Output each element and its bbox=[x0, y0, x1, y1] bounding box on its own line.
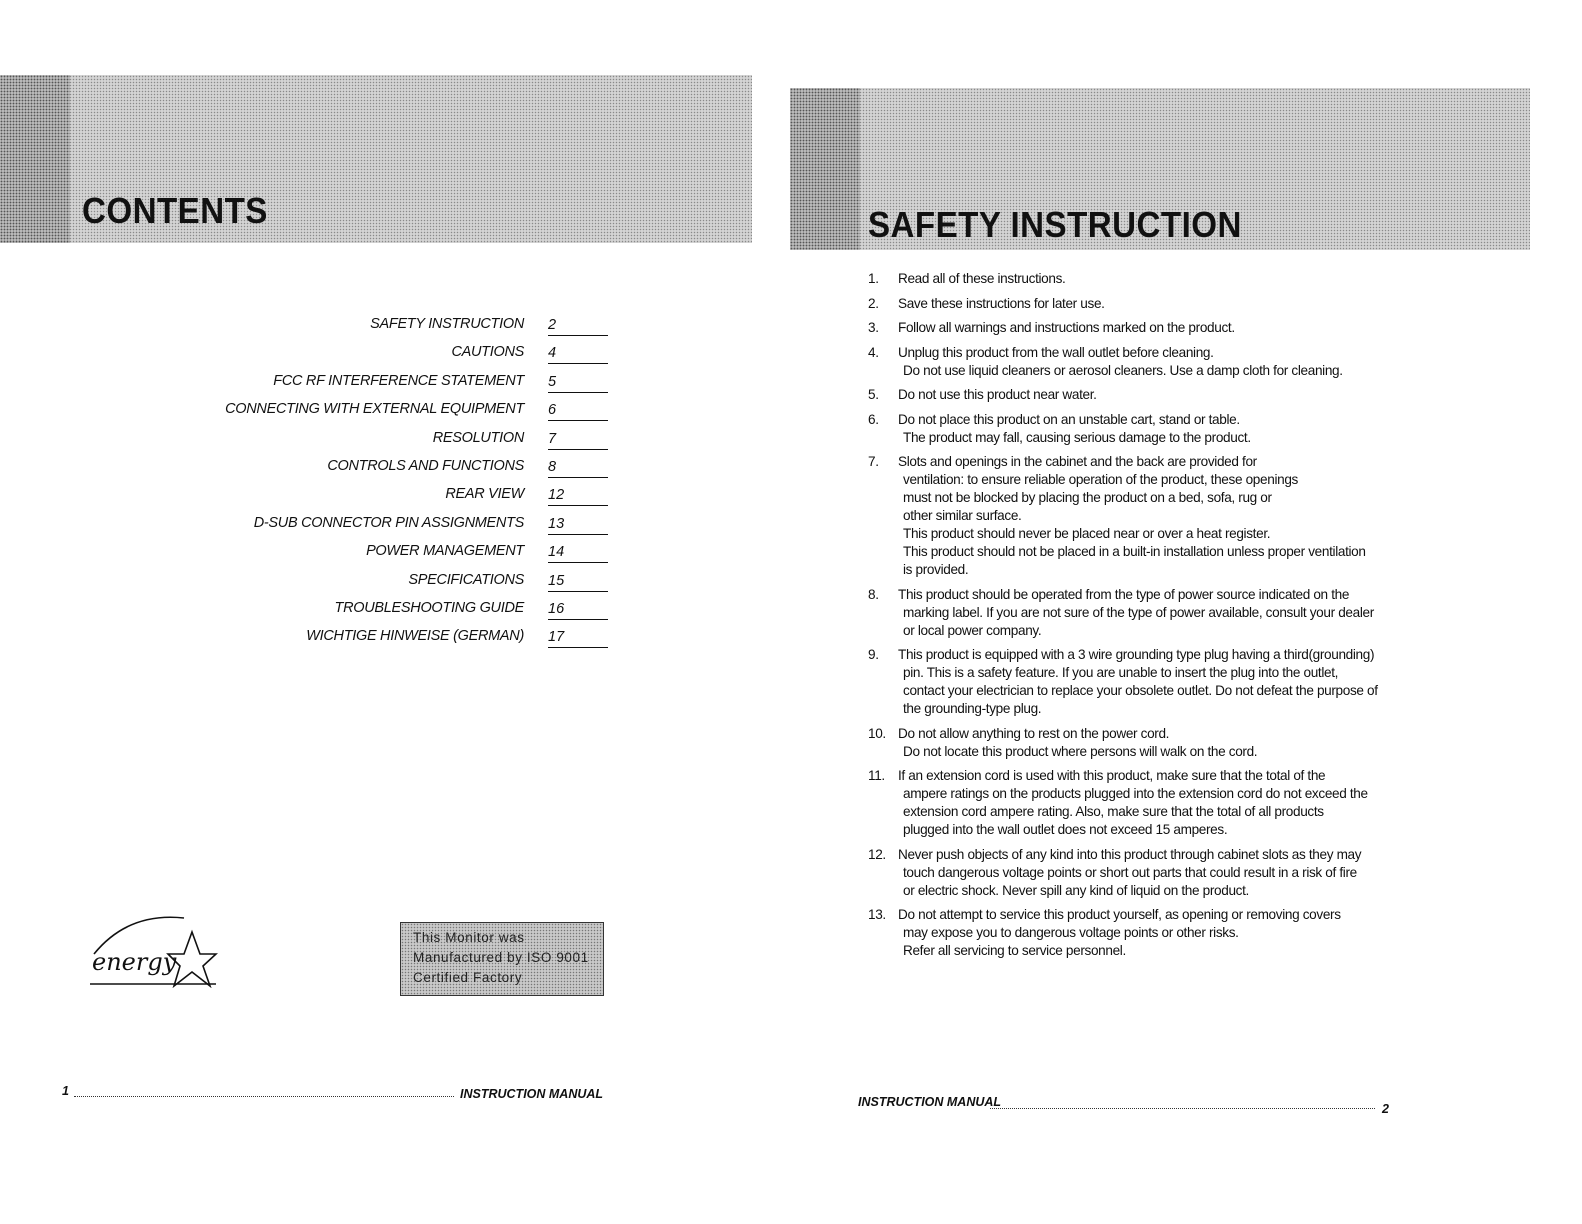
safety-item-number: 11. bbox=[868, 768, 885, 783]
right-footer-title: INSTRUCTION MANUAL bbox=[858, 1095, 1002, 1109]
safety-item-line: Do not allow anything to rest on the power cord. bbox=[898, 725, 1170, 741]
safety-item-line: contact your electrician to replace your obsolete outlet. Do not defeat the purpose of bbox=[903, 683, 1378, 698]
toc-entry-page: 12 bbox=[548, 486, 608, 506]
safety-item-line: Read all of these instructions. bbox=[898, 271, 1066, 286]
safety-item-line: Follow all warnings and instructions marked on the product. bbox=[898, 320, 1235, 335]
right-page-number: 2 bbox=[1382, 1102, 1389, 1116]
toc-entry bbox=[200, 373, 620, 401]
safety-item-line: must not be blocked by placing the product on a bed, sofa, rug or bbox=[903, 490, 1272, 505]
safety-title: SAFETY INSTRUCTION bbox=[868, 204, 1242, 245]
toc-entry-label: CONTROLS AND FUNCTIONS bbox=[327, 457, 524, 474]
toc-entry-page: 17 bbox=[548, 628, 608, 648]
safety-item-number: 5. bbox=[868, 387, 879, 402]
energy-logo-text: energy bbox=[92, 948, 177, 976]
toc-entry-page: 5 bbox=[548, 373, 608, 393]
toc-entry-page: 14 bbox=[548, 543, 608, 563]
table-of-contents bbox=[200, 316, 620, 657]
toc-entry-page: 13 bbox=[548, 515, 608, 535]
safety-item bbox=[868, 344, 1568, 380]
safety-item-line: the grounding-type plug. bbox=[903, 701, 1042, 716]
safety-item-line: Do not use liquid cleaners or aerosol cleaners. Use a damp cloth for cleaning. bbox=[903, 362, 1343, 378]
toc-entry-label: D-SUB CONNECTOR PIN ASSIGNMENTS bbox=[253, 514, 524, 531]
safety-item bbox=[868, 646, 1568, 718]
safety-item-number: 6. bbox=[868, 411, 879, 427]
safety-item-number: 2. bbox=[868, 295, 879, 311]
left-footer-title: INSTRUCTION MANUAL bbox=[460, 1087, 604, 1101]
iso-line: Manufactured by ISO 9001 bbox=[413, 950, 589, 965]
safety-item-line: pin. This is a safety feature. If you are unable to insert the plug into the outlet, bbox=[903, 665, 1339, 680]
energy-star-logo bbox=[88, 910, 218, 988]
safety-item-line: or electric shock. Never spill any kind of liquid on the product. bbox=[903, 882, 1249, 898]
safety-item-line: or local power company. bbox=[903, 622, 1042, 638]
toc-entry bbox=[200, 401, 620, 429]
safety-item-line: Refer all servicing to service personnel. bbox=[903, 943, 1126, 958]
right-footer-leader bbox=[990, 1108, 1375, 1109]
safety-instruction-list bbox=[868, 270, 1568, 967]
safety-item bbox=[868, 411, 1568, 447]
safety-item-line: This product should be operated from the type of power source indicated on the bbox=[898, 586, 1350, 602]
safety-item bbox=[868, 906, 1568, 960]
iso-line: Certified Factory bbox=[413, 970, 523, 985]
safety-item-line: Unplug this product from the wall outlet before cleaning. bbox=[898, 344, 1214, 360]
toc-entry bbox=[200, 458, 620, 486]
safety-item-line: Save these instructions for later use. bbox=[898, 295, 1105, 311]
toc-entry-label: CONNECTING WITH EXTERNAL EQUIPMENT bbox=[225, 401, 524, 418]
toc-entry-page: 6 bbox=[548, 401, 608, 421]
safety-item bbox=[868, 725, 1568, 761]
left-footer-leader bbox=[74, 1096, 454, 1097]
toc-entry-page: 7 bbox=[548, 430, 608, 450]
toc-entry bbox=[200, 600, 620, 628]
safety-item-number: 13. bbox=[868, 907, 886, 922]
safety-item-number: 4. bbox=[868, 344, 879, 360]
toc-entry bbox=[200, 628, 620, 656]
safety-item-line: This product is equipped with a 3 wire grounding type plug having a third(grounding) bbox=[898, 647, 1375, 662]
contents-header-tab bbox=[0, 75, 70, 243]
safety-item-line: may expose you to dangerous voltage points or other risks. bbox=[903, 925, 1239, 940]
toc-entry-label: RESOLUTION bbox=[432, 429, 524, 446]
toc-entry bbox=[200, 344, 620, 372]
safety-item-line: is provided. bbox=[903, 562, 969, 577]
iso-certification-box bbox=[400, 922, 604, 996]
safety-header-tab bbox=[790, 88, 860, 250]
safety-item-line: This product should not be placed in a built-in installation unless proper ventilation bbox=[903, 544, 1366, 559]
safety-item-line: other similar surface. bbox=[903, 508, 1022, 523]
left-page-number: 1 bbox=[62, 1084, 69, 1098]
safety-item bbox=[868, 767, 1568, 839]
toc-entry-label: TROUBLESHOOTING GUIDE bbox=[334, 599, 524, 616]
safety-item bbox=[868, 846, 1568, 900]
safety-item-number: 1. bbox=[868, 271, 879, 286]
safety-item-line: extension cord ampere rating. Also, make sure that the total of all products bbox=[903, 804, 1324, 819]
safety-item-line: touch dangerous voltage points or short out parts that could result in a risk of fire bbox=[903, 864, 1357, 880]
toc-entry bbox=[200, 486, 620, 514]
safety-item-line: The product may fall, causing serious damage to the product. bbox=[903, 429, 1251, 445]
toc-entry-label: WICHTIGE HINWEISE (GERMAN) bbox=[306, 628, 524, 645]
toc-entry bbox=[200, 515, 620, 543]
toc-entry-label: POWER MANAGEMENT bbox=[366, 543, 524, 560]
safety-item-number: 7. bbox=[868, 454, 879, 469]
safety-item bbox=[868, 386, 1568, 404]
iso-line: This Monitor was bbox=[413, 930, 525, 945]
toc-entry bbox=[200, 316, 620, 344]
safety-item-line: ventilation: to ensure reliable operation of the product, these openings bbox=[903, 472, 1298, 487]
toc-entry-page: 2 bbox=[548, 316, 608, 336]
toc-entry-page: 15 bbox=[548, 572, 608, 592]
toc-entry-page: 4 bbox=[548, 344, 608, 364]
safety-item-number: 12. bbox=[868, 846, 886, 862]
safety-item-line: Do not locate this product where persons will walk on the cord. bbox=[903, 743, 1258, 759]
safety-item bbox=[868, 586, 1568, 640]
safety-item bbox=[868, 295, 1568, 313]
safety-item bbox=[868, 453, 1568, 579]
safety-item-line: If an extension cord is used with this product, make sure that the total of the bbox=[898, 768, 1326, 783]
safety-item-line: Slots and openings in the cabinet and the back are provided for bbox=[898, 454, 1257, 469]
safety-item bbox=[868, 319, 1568, 337]
toc-entry-page: 16 bbox=[548, 600, 608, 620]
safety-item-line: Do not place this product on an unstable cart, stand or table. bbox=[898, 411, 1240, 427]
safety-item-line: Do not attempt to service this product yourself, as opening or removing covers bbox=[898, 907, 1341, 922]
toc-entry bbox=[200, 572, 620, 600]
toc-entry bbox=[200, 543, 620, 571]
toc-entry-label: SAFETY INSTRUCTION bbox=[370, 316, 524, 332]
safety-item bbox=[868, 270, 1568, 288]
toc-entry bbox=[200, 430, 620, 458]
safety-item-number: 8. bbox=[868, 586, 879, 602]
toc-entry-page: 8 bbox=[548, 458, 608, 478]
safety-item-line: marking label. If you are not sure of the type of power available, consult your dealer bbox=[903, 604, 1374, 620]
safety-item-line: Never push objects of any kind into this product through cabinet slots as they may bbox=[898, 846, 1362, 862]
safety-item-line: plugged into the wall outlet does not exceed 15 amperes. bbox=[903, 822, 1228, 837]
safety-item-line: ampere ratings on the products plugged into the extension cord do not exceed the bbox=[903, 786, 1368, 801]
toc-entry-label: FCC RF INTERFERENCE STATEMENT bbox=[273, 372, 524, 389]
safety-item-number: 9. bbox=[868, 647, 879, 662]
safety-item-line: This product should never be placed near or over a heat register. bbox=[903, 526, 1271, 541]
contents-title: CONTENTS bbox=[82, 190, 268, 231]
toc-entry-label: REAR VIEW bbox=[445, 486, 524, 503]
safety-item-number: 10. bbox=[868, 725, 886, 741]
safety-item-line: Do not use this product near water. bbox=[898, 387, 1097, 402]
toc-entry-label: CAUTIONS bbox=[451, 344, 524, 361]
safety-item-number: 3. bbox=[868, 320, 879, 335]
toc-entry-label: SPECIFICATIONS bbox=[408, 571, 524, 588]
